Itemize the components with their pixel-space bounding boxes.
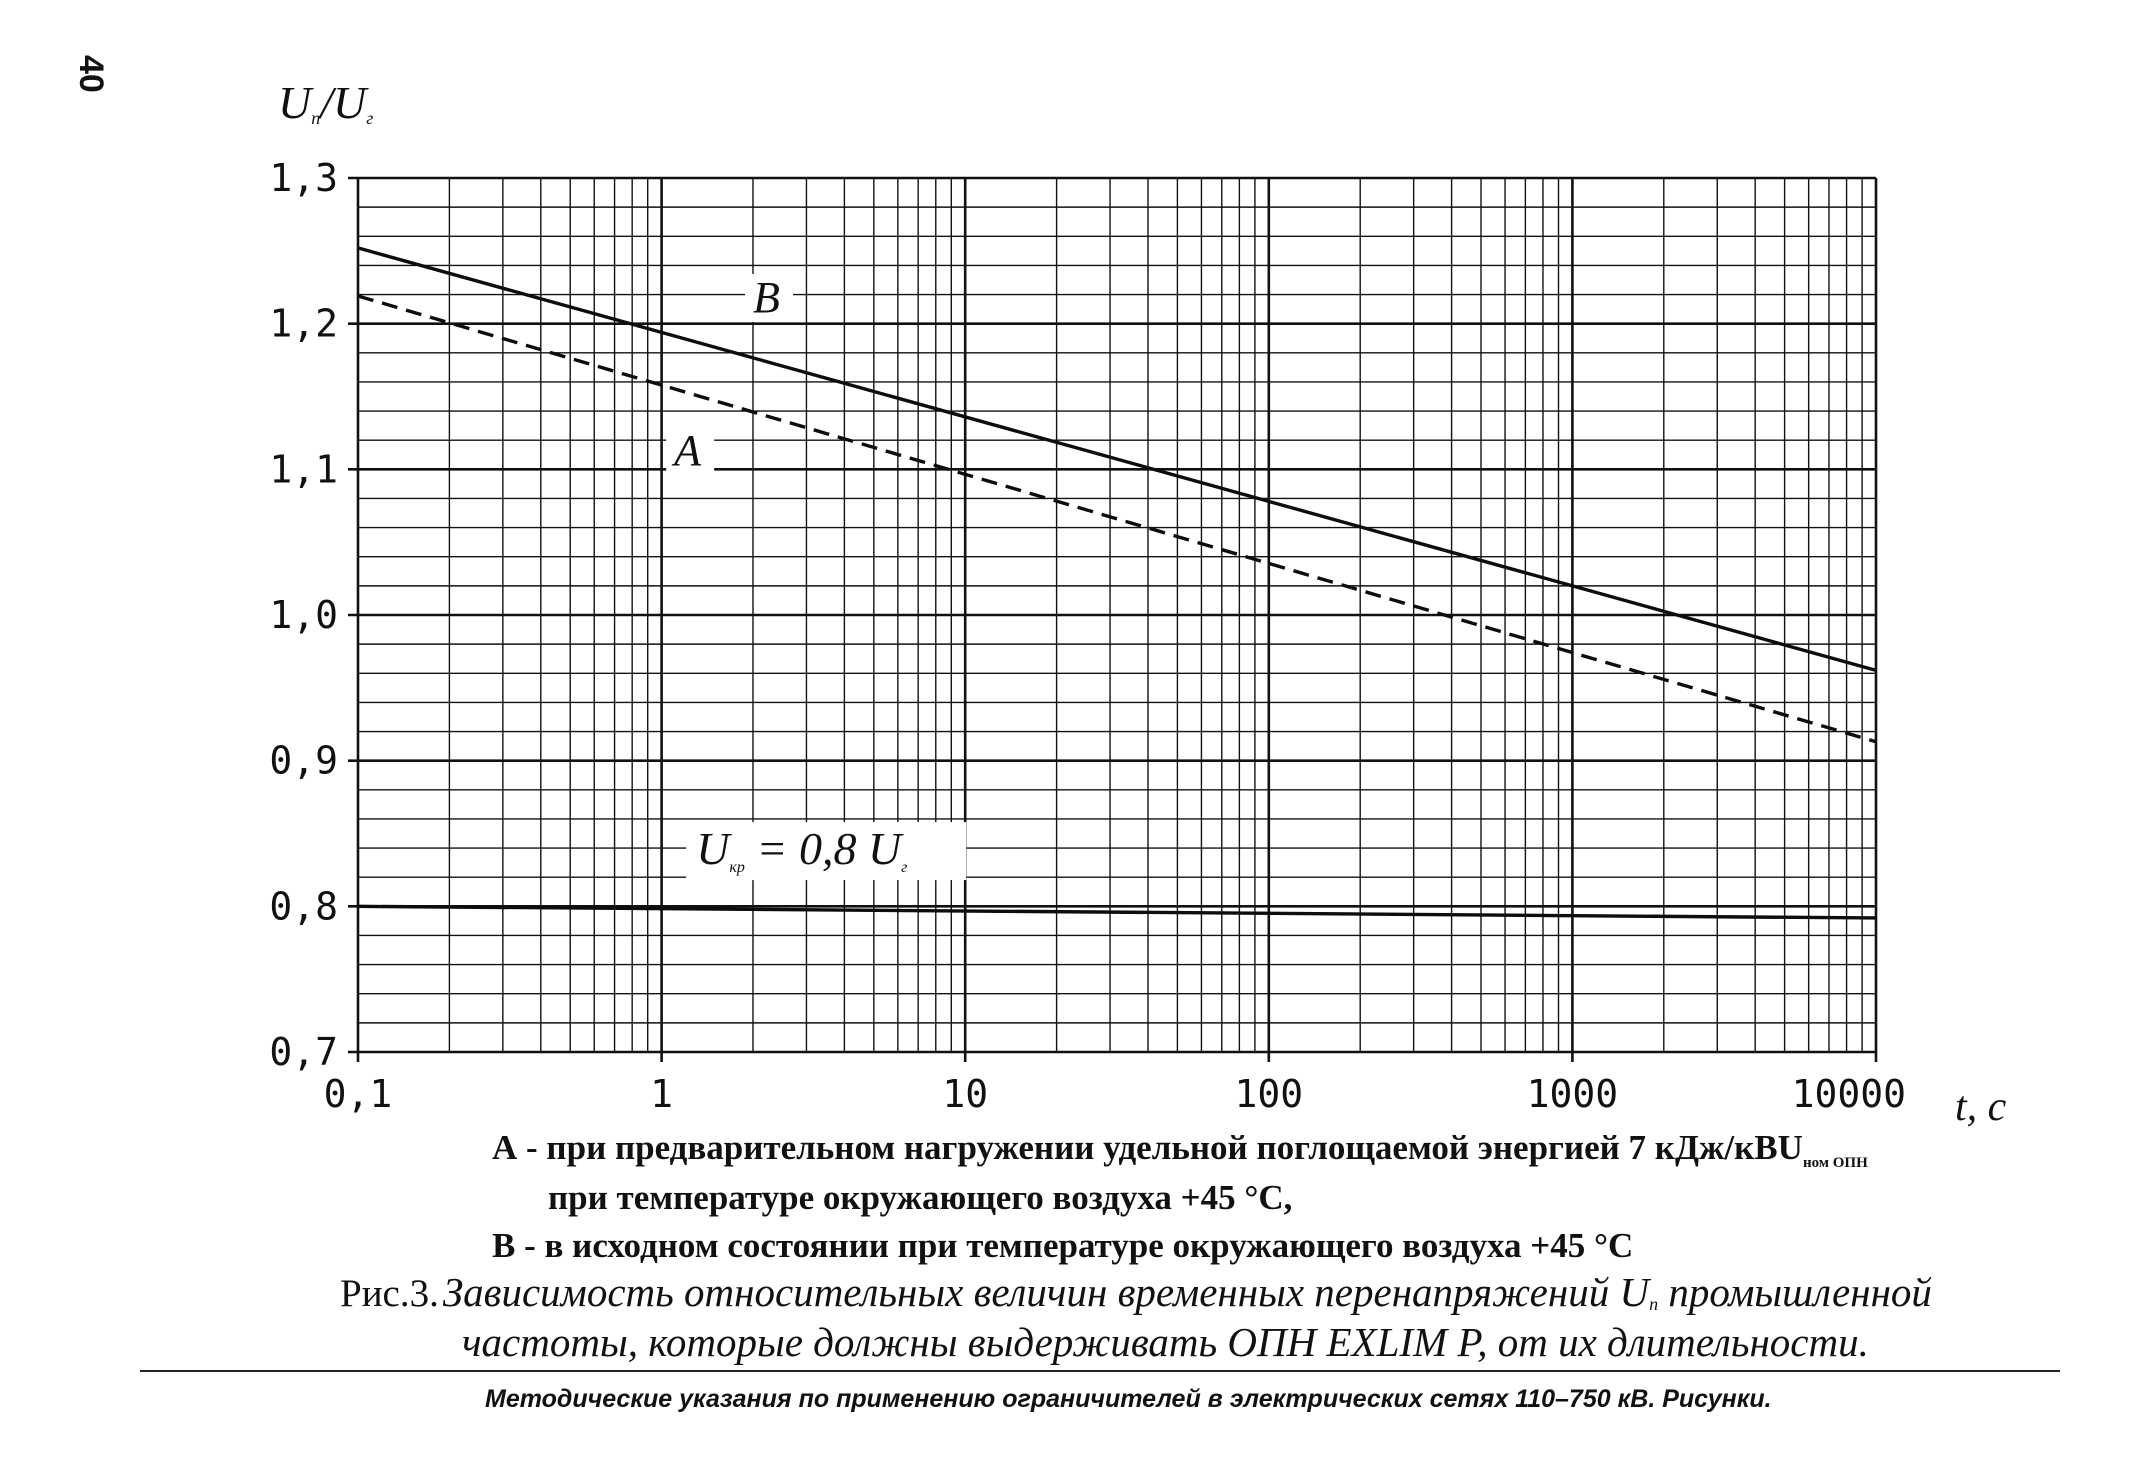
x-axis-label: t, c: [1955, 1084, 2007, 1130]
series-line-0: [358, 248, 1876, 670]
x-tick-label: 0,1: [323, 1072, 393, 1116]
note-a-line1: А - при предварительном нагружении удельной поглощаемой энергией 7 кДж/кВU$_{ном ОПН}$: [492, 1128, 1868, 1171]
y-axis-label: Uп/Uг: [278, 77, 374, 128]
series-line-2: [358, 906, 1876, 918]
x-tick-label: 100: [1234, 1072, 1304, 1116]
y-tick-label: 1,1: [269, 447, 338, 492]
y-tick-label: 0,8: [269, 884, 338, 929]
footer-divider: [140, 1370, 2060, 1372]
curve-label-b: B: [752, 273, 780, 323]
y-tick-label: 0,7: [269, 1030, 338, 1074]
curve-label-a: A: [674, 425, 702, 475]
threshold-label: Uкр = 0,8 Uг: [696, 823, 908, 877]
note-a-line2: при температуре окружающего воздуха +45 °С,: [548, 1178, 1293, 1217]
figure-label: Рис.3.: [340, 1272, 439, 1315]
page-number: 40: [72, 55, 110, 93]
footer-text: Методические указания по применению ограничителей в электрических сетях 110–750 кВ. Рисунки.: [485, 1385, 1772, 1413]
x-tick-label: 10: [942, 1072, 989, 1116]
x-tick-label: 1000: [1526, 1072, 1619, 1116]
y-tick-label: 1,3: [269, 156, 338, 200]
chart-series: [358, 248, 1876, 918]
chart-annotations: [666, 273, 966, 880]
series-line-1: [358, 296, 1876, 742]
y-tick-label: 1,2: [269, 301, 338, 346]
tick-labels: [269, 156, 1906, 1116]
y-tick-label: 1,0: [269, 593, 338, 637]
y-tick-label: 0,9: [269, 738, 338, 783]
figure-caption-line2: частоты, которые должны выдерживать ОПН EXLIM P, от их длительности.: [462, 1319, 1869, 1365]
x-tick-label: 1: [650, 1072, 674, 1116]
figure-caption-line1: Рис.3. Зависимость относительных величин временных перенапряжений $U_п$ промышленной: [340, 1269, 1932, 1315]
note-b: В - в исходном состоянии при температуре окружающего воздуха +45 °С: [492, 1226, 1634, 1265]
x-tick-label: 10000: [1791, 1072, 1906, 1116]
